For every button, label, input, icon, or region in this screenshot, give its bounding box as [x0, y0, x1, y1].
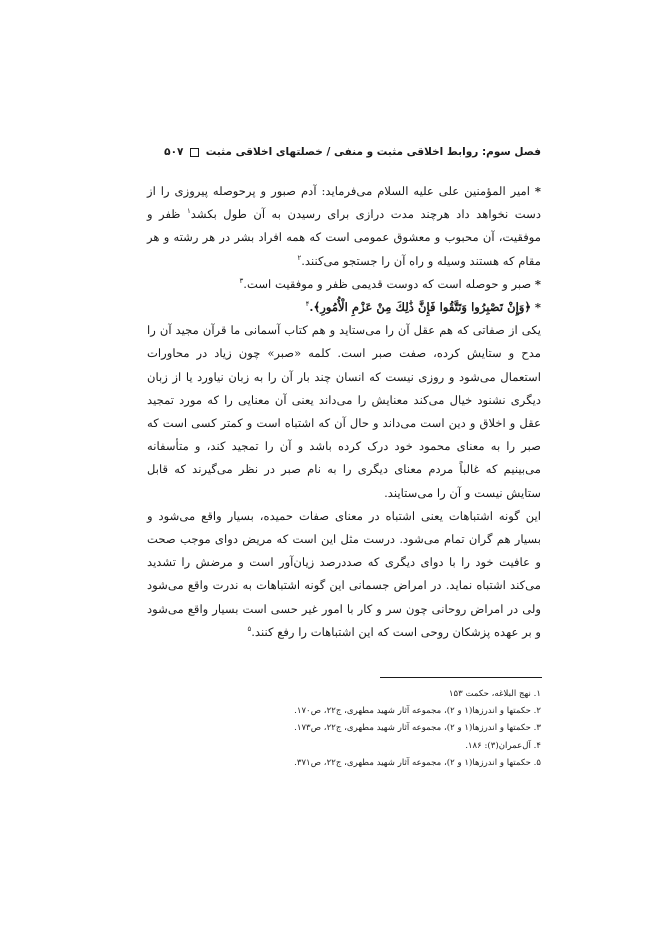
paragraph-1 [147, 180, 541, 273]
bullet-star: * [534, 184, 541, 198]
footnote-ref: ۵ [247, 625, 252, 633]
footnote-5: ۵. حکمتها و اندرزها(۱ و ۲)، مجموعه آثار شهید مطهری، ج۲۲، ص۳۷۱. [294, 757, 541, 768]
footnote-ref: ۲ [297, 253, 302, 262]
paragraph-text: ظفر و موفقیت، آن محبوب و معشوق عمومی است که همه افراد بشر در هر رشته و هر مقام که هستند وسیله و راه آن را جستجو می‌کنند. [147, 207, 541, 268]
footnote-ref: ۱ [187, 207, 191, 216]
footnote-3: ۳. حکمتها و اندرزها(۱ و ۲)، مجموعه آثار شهید مطهری، ج۲۲، ص۱۷۳. [294, 723, 541, 734]
footnote-1: ۱. نهج البلاغه، حکمت ۱۵۳ [448, 689, 541, 699]
bullet-star: * [534, 276, 541, 291]
footnote-2: ۲. حکمتها و اندرزها(۱ و ۲)، مجموعه آثار شهید مطهری، ج۲۲، ص۱۷۰. [294, 706, 541, 717]
footnote-divider [380, 677, 542, 678]
paragraph-text: صبر و حوصله است که دوست قدیمی ظفر و موفقیت است. [243, 276, 532, 291]
footnotes [147, 686, 541, 772]
quran-verse: ﴿وَإِنْ تَصْبِرُوا وَتَتَّقُوا فَإِنَّ ذَٰلِكَ مِنْ عَزْمِ الْأُمُورِ﴾. [309, 300, 532, 315]
paragraph-text: یکی از صفاتی که هم عقل آن را می‌ستاید و هم کتاب آسمانی ما قرآن مجید آن را مدح و ستایش کرده، صفت صبر است. کلمه «صبر» چون زیاد در محاورات استعمال می‌شود و روزی نیست که انسان چند بار آن را به زبان نیاورد یا از زبان دیگری نشنود خیال می‌کند معنایش را می‌داند یعنی آن معنایی را که مورد تمجید عقل و اخلاق و دین است می‌داند و حال آن که اشتباه است و کمتر کسی است که صبر را به معنای محمود خود درک کرده باشد و آن را تمجید کند، و متأسفانه می‌بینیم که غالباً مردم معنای دیگری را به نام صبر در نظر می‌گیرند که قابل ستایش نیست و آن را می‌ستایند. [147, 323, 541, 500]
footnote-ref: ۳ [239, 276, 244, 285]
chapter-title: فصل سوم: روابط اخلاقی مثبت و منفی / خصلتهای اخلاقی مثبت [205, 146, 541, 158]
paragraph-4 [147, 319, 541, 505]
running-header [147, 146, 541, 158]
paragraph-3-quran-verse [147, 296, 541, 319]
main-text [147, 180, 541, 644]
paragraph-2 [147, 273, 541, 296]
footnote-ref: ۴ [305, 300, 310, 309]
paragraph-text: این گونه اشتباهات یعنی اشتباه در معنای صفات حمیده، بسیار واقع می‌شود و بسیار هم گران تمام می‌شود. درست مثل این است که مریض دوای موجب صحت و عافیت خود را با دوای دیگری که صددرصد زیان‌آور است و مرضش را تشدید می‌کند اشتباه نماید. در امراض جسمانی این گونه اشتباهات به ندرت واقع می‌شود ولی در امراض روحانی چون سر و کار با امور غیر حسی است بسیار واقع می‌شود و بر عهده پزشکان روحی است که این اشتباهات را رفع کنند. [147, 508, 541, 639]
paragraph-text: امیر المؤمنین علی علیه السلام می‌فرماید: آدم صبور و پرحوصله پیروزی را از دست نخواهد داد هرچند مدت درازی برای رسیدن به آن طول بکشد [147, 184, 541, 222]
page-number: ۵۰۷ [164, 146, 184, 158]
square-ornament-icon [190, 148, 199, 157]
paragraph-5 [147, 505, 541, 644]
bullet-star: * [534, 300, 541, 315]
footnote-4: ۴. آل‌عمران(۳): ۱۸۶. [465, 740, 541, 751]
